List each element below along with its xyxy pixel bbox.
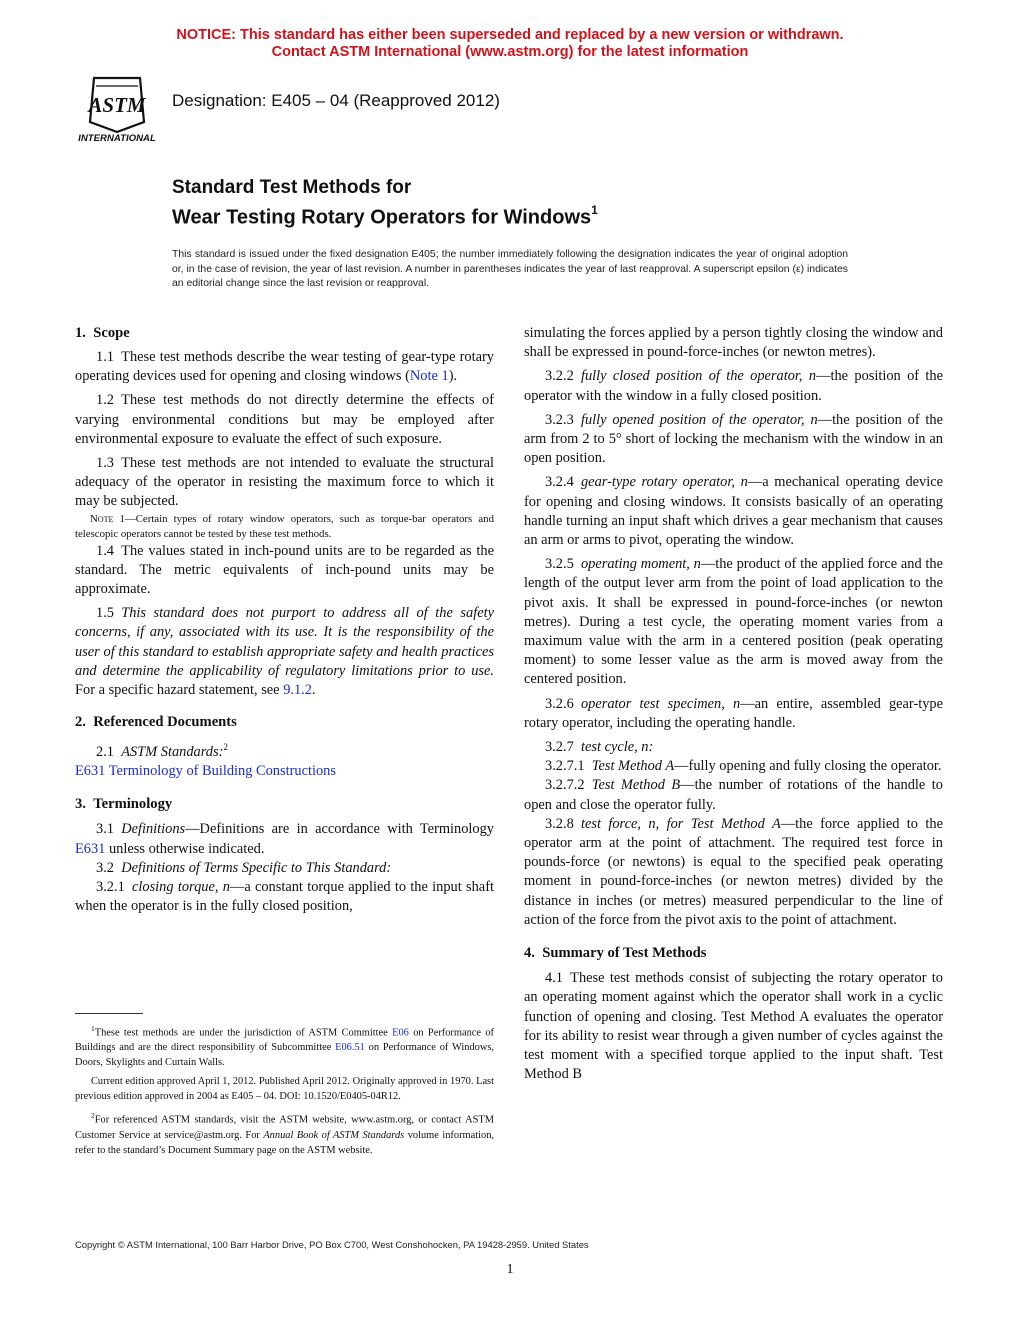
document-title <box>172 175 598 231</box>
para-3-2-1-number: 3.2.1 <box>96 879 132 896</box>
title-line-2 <box>172 200 598 231</box>
para-2-1-number: 2.1 <box>96 744 122 761</box>
designation: Designation: E405 – 04 (Reapproved 2012) <box>172 91 500 110</box>
footnote-1-text-a: These test methods are under the jurisdiction of ASTM Committee <box>94 1027 393 1039</box>
para-3-2-5 <box>524 555 943 689</box>
para-3-2-7-2 <box>524 776 943 814</box>
title-line-1: Standard Test Methods for <box>172 177 412 198</box>
para-3-2-7-1-text: —fully opening and fully closing the operator. <box>674 758 942 775</box>
para-3-1-number: 3.1 <box>96 821 122 838</box>
right-column <box>524 324 943 1084</box>
term-test-cycle: test cycle, n: <box>580 739 654 756</box>
footnote-2-marker: 2 <box>91 1111 95 1121</box>
para-3-1-end: unless otherwise indicated. <box>105 840 265 857</box>
term-gear-type: gear-type rotary operator, n <box>580 474 748 491</box>
para-3-2-5-text: —the product of the applied force and the length of the output lever arm from the point of load application to the pivot axis. It shall be expressed in pound-force-inches (or newton metres). During a test cycle, the operating moment varies from a maximum value with the arm in a centered position (peak operating moment) to some lesser value as the arm is moved away from the centered position. <box>524 556 943 688</box>
e631-title-link[interactable]: Terminology of Building Constructions <box>105 763 336 780</box>
astm-standards-label: ASTM Standards: <box>121 744 224 761</box>
para-1-5-text: For a specific hazard statement, see <box>75 682 284 699</box>
withdrawn-notice <box>0 27 1020 61</box>
page-number: 1 <box>506 1262 514 1277</box>
para-3-2-number: 3.2 <box>96 859 122 876</box>
test-method-a-label: Test Method A <box>591 758 675 775</box>
para-1-5-number: 1.5 <box>96 605 122 622</box>
para-1-3: 1.3 These test methods are not intended to evaluate the structural adequacy of the operator in resisting the maximum force to which it may be subjected. <box>75 455 494 510</box>
annual-book-title: Annual Book of ASTM Standards <box>263 1129 405 1141</box>
footnote-2-ref[interactable]: 2 <box>223 742 228 753</box>
para-3-2-4-text: —a mechanical operating device for opening and closing windows. It consists basically of an operating handle turning an input shaft which drives a gear mechanism that causes an arm or arms to pivot, operating the window. <box>524 474 943 549</box>
footnote-1-text-b: on Performance of Buildings and are the direct responsibility of Subcommittee <box>75 1027 495 1054</box>
footnote-rule <box>75 1013 143 1014</box>
para-3-2-7-number: 3.2.7 <box>545 739 581 756</box>
footnotes <box>75 1021 494 1158</box>
logo-org-text: INTERNATIONAL <box>78 133 156 144</box>
para-3-2-6-number: 3.2.6 <box>545 695 581 712</box>
para-3-2-4 <box>524 473 943 550</box>
para-1-2: 1.2 These test methods do not directly determine the effects of varying environmental conditions but may be employed after environmental exposure to evaluate the effect of such exposure. <box>75 392 494 447</box>
para-3-2-4-number: 3.2.4 <box>545 474 581 491</box>
para-3-2-5-number: 3.2.5 <box>545 556 581 573</box>
notice-line-2: Contact ASTM International (www.astm.org) for the latest information <box>271 44 749 60</box>
para-1-1 <box>75 348 494 386</box>
copyright-line: Copyright © ASTM International, 100 Barr Harbor Drive, PO Box C700, West Conshohocken, PA 19428-2959. United States <box>75 1239 589 1250</box>
para-1-1-end: ). <box>448 368 458 385</box>
terminology-e631-link[interactable]: E631 <box>75 840 106 857</box>
left-column <box>75 324 494 916</box>
title-line-2-text: Wear Testing Rotary Operators for Windows <box>172 206 592 229</box>
section-2-heading: 2. Referenced Documents <box>75 714 237 731</box>
section-4-heading: 4. Summary of Test Methods <box>524 945 707 962</box>
para-3-2-7-2-number: 3.2.7.2 <box>545 777 592 794</box>
para-3-2-8-text: —the force applied to the operator arm at the point of attachment. The required test force in pounds-force (or newtons) is equal to the specified peak operating moment in pound-force-inches (or newton metres) divided by the distance in inches (or metres) measured perpendicular to the line of action of the force from the pivot axis to the point of attachment. <box>524 815 943 928</box>
para-3-2-6-text: —an entire, assembled gear-type rotary operator, including the operating handle. <box>524 695 944 731</box>
committee-e06-link[interactable]: E06 <box>392 1027 409 1039</box>
section-3-heading: 3. Terminology <box>75 796 173 813</box>
para-1-1-text: 1.1 These test methods describe the wear testing of gear-type rotary operating devices used for opening and closing windows ( <box>75 349 494 385</box>
term-fully-closed: fully closed position of the operator, n <box>580 368 817 385</box>
para-3-2-8 <box>524 815 943 930</box>
note-1 <box>75 512 494 542</box>
para-3-2-7-1 <box>524 757 943 776</box>
footnote-1-edition: Current edition approved April 1, 2012. Published April 2012. Originally approved in 1970. Last previous edition approved in 2004 as E405 – 04. DOI: 10.1520/E0405-04R12. <box>75 1076 494 1103</box>
safety-statement: This standard does not purport to address all of the safety concerns, if any, associated with its use. It is the responsibility of the user of this standard to establish appropriate safety and health practices and determine the applicability of regulatory limitations prior to use. <box>75 605 494 679</box>
note-1-link[interactable]: Note 1 <box>409 368 449 385</box>
para-3-2-7-1-number: 3.2.7.1 <box>545 758 592 775</box>
para-3-2-title: Definitions of Terms Specific to This Standard: <box>121 859 392 876</box>
term-test-specimen: operator test specimen, n <box>580 695 741 712</box>
logo-mark-text: ASTM <box>88 93 146 117</box>
para-3-2 <box>75 859 494 878</box>
para-3-2-1-continued: simulating the forces applied by a person tightly closing the window and shall be expressed in pound-force-inches (or newton metres). <box>524 325 943 361</box>
para-2-1 <box>75 738 494 762</box>
para-1-5-end: . <box>311 682 316 699</box>
para-3-1-text: —Definitions are in accordance with Terminology <box>185 821 494 838</box>
note-1-text: —Certain types of rotary window operators, such as torque-bar operators and telescopic operators cannot be tested by these test methods. <box>75 512 494 540</box>
footnote-1-text-c: on Performance of Windows, Doors, Skylights and Curtain Walls. <box>75 1042 494 1069</box>
test-method-b-label: Test Method B <box>591 777 681 794</box>
para-3-2-3-text: —the position of the arm from 2 to 5° short of locking the mechanism with the window in an open position. <box>524 411 944 467</box>
para-4-1: 4.1 These test methods consist of subjecting the rotary operator to an operating moment against which the operator shall work in a cyclic function of opening and closing. Test Method A evaluates the operator for its ability to resist wear through a given number of cycles against the test moment with a specified torque applied to the input shaft. Test Method B <box>524 970 943 1083</box>
para-3-2-7-2-text: —the number of rotations of the handle to open and close the operator fully. <box>524 777 943 813</box>
para-3-2-2-number: 3.2.2 <box>545 368 581 385</box>
term-fully-opened: fully opened position of the operator, n <box>580 411 818 428</box>
para-3-2-8-number: 3.2.8 <box>545 815 581 832</box>
para-3-2-3-number: 3.2.3 <box>545 411 581 428</box>
term-operating-moment: operating moment, n <box>580 556 701 573</box>
subcommittee-e06-51-link[interactable]: E06.51 <box>335 1042 365 1054</box>
para-3-2-6 <box>524 695 943 733</box>
footnote-2 <box>75 1108 494 1157</box>
standard-intro: This standard is issued under the fixed designation E405; the number immediately following the designation indicates the year of original adoption or, in the case of revision, the year of last revision. A number in parentheses indicates the year of last reapproval. A superscript epsilon (ε) indicates an editorial change since the last revision or reapproval. <box>172 249 848 289</box>
para-3-2-2 <box>524 367 943 405</box>
astm-logo <box>74 72 160 144</box>
section-1-heading: 1. Scope <box>75 325 130 341</box>
para-3-1 <box>75 820 494 858</box>
definitions-label: Definitions <box>121 821 186 838</box>
term-closing-torque: closing torque, n <box>131 879 230 896</box>
para-3-2-7 <box>524 738 943 757</box>
para-1-5 <box>75 604 494 700</box>
reference-e631 <box>75 762 494 781</box>
footnote-2-text-a: For referenced ASTM standards, visit the ASTM website, www.astm.org, or contact ASTM Customer Service at service@astm.org. For <box>75 1114 494 1141</box>
para-3-2-1-text: —a constant torque applied to the input shaft when the operator is in the fully closed position, <box>75 879 494 915</box>
para-1-4: 1.4 The values stated in inch-pound units are to be regarded as the standard. The metric equivalents of inch-pound units may be approximate. <box>75 542 494 598</box>
para-3-2-2-text: —the position of the operator with the window in a fully closed position. <box>524 368 943 404</box>
notice-line-1: NOTICE: This standard has either been superseded and replaced by a new version or withdrawn. <box>176 27 844 43</box>
term-test-force: test force, n, for Test Method A <box>580 815 781 832</box>
para-3-2-3 <box>524 411 943 469</box>
para-3-2-1 <box>75 878 494 916</box>
note-1-label: Note 1 <box>90 512 125 525</box>
footnote-2-text-b: volume information, refer to the standard’s Document Summary page on the ASTM website. <box>75 1129 494 1156</box>
e631-link[interactable]: E631 <box>75 763 106 780</box>
title-footnote-ref[interactable]: 1 <box>591 203 598 217</box>
hazard-link[interactable]: 9.1.2 <box>283 682 312 699</box>
footnote-1 <box>75 1021 494 1070</box>
footnote-1-marker: 1 <box>91 1024 95 1033</box>
